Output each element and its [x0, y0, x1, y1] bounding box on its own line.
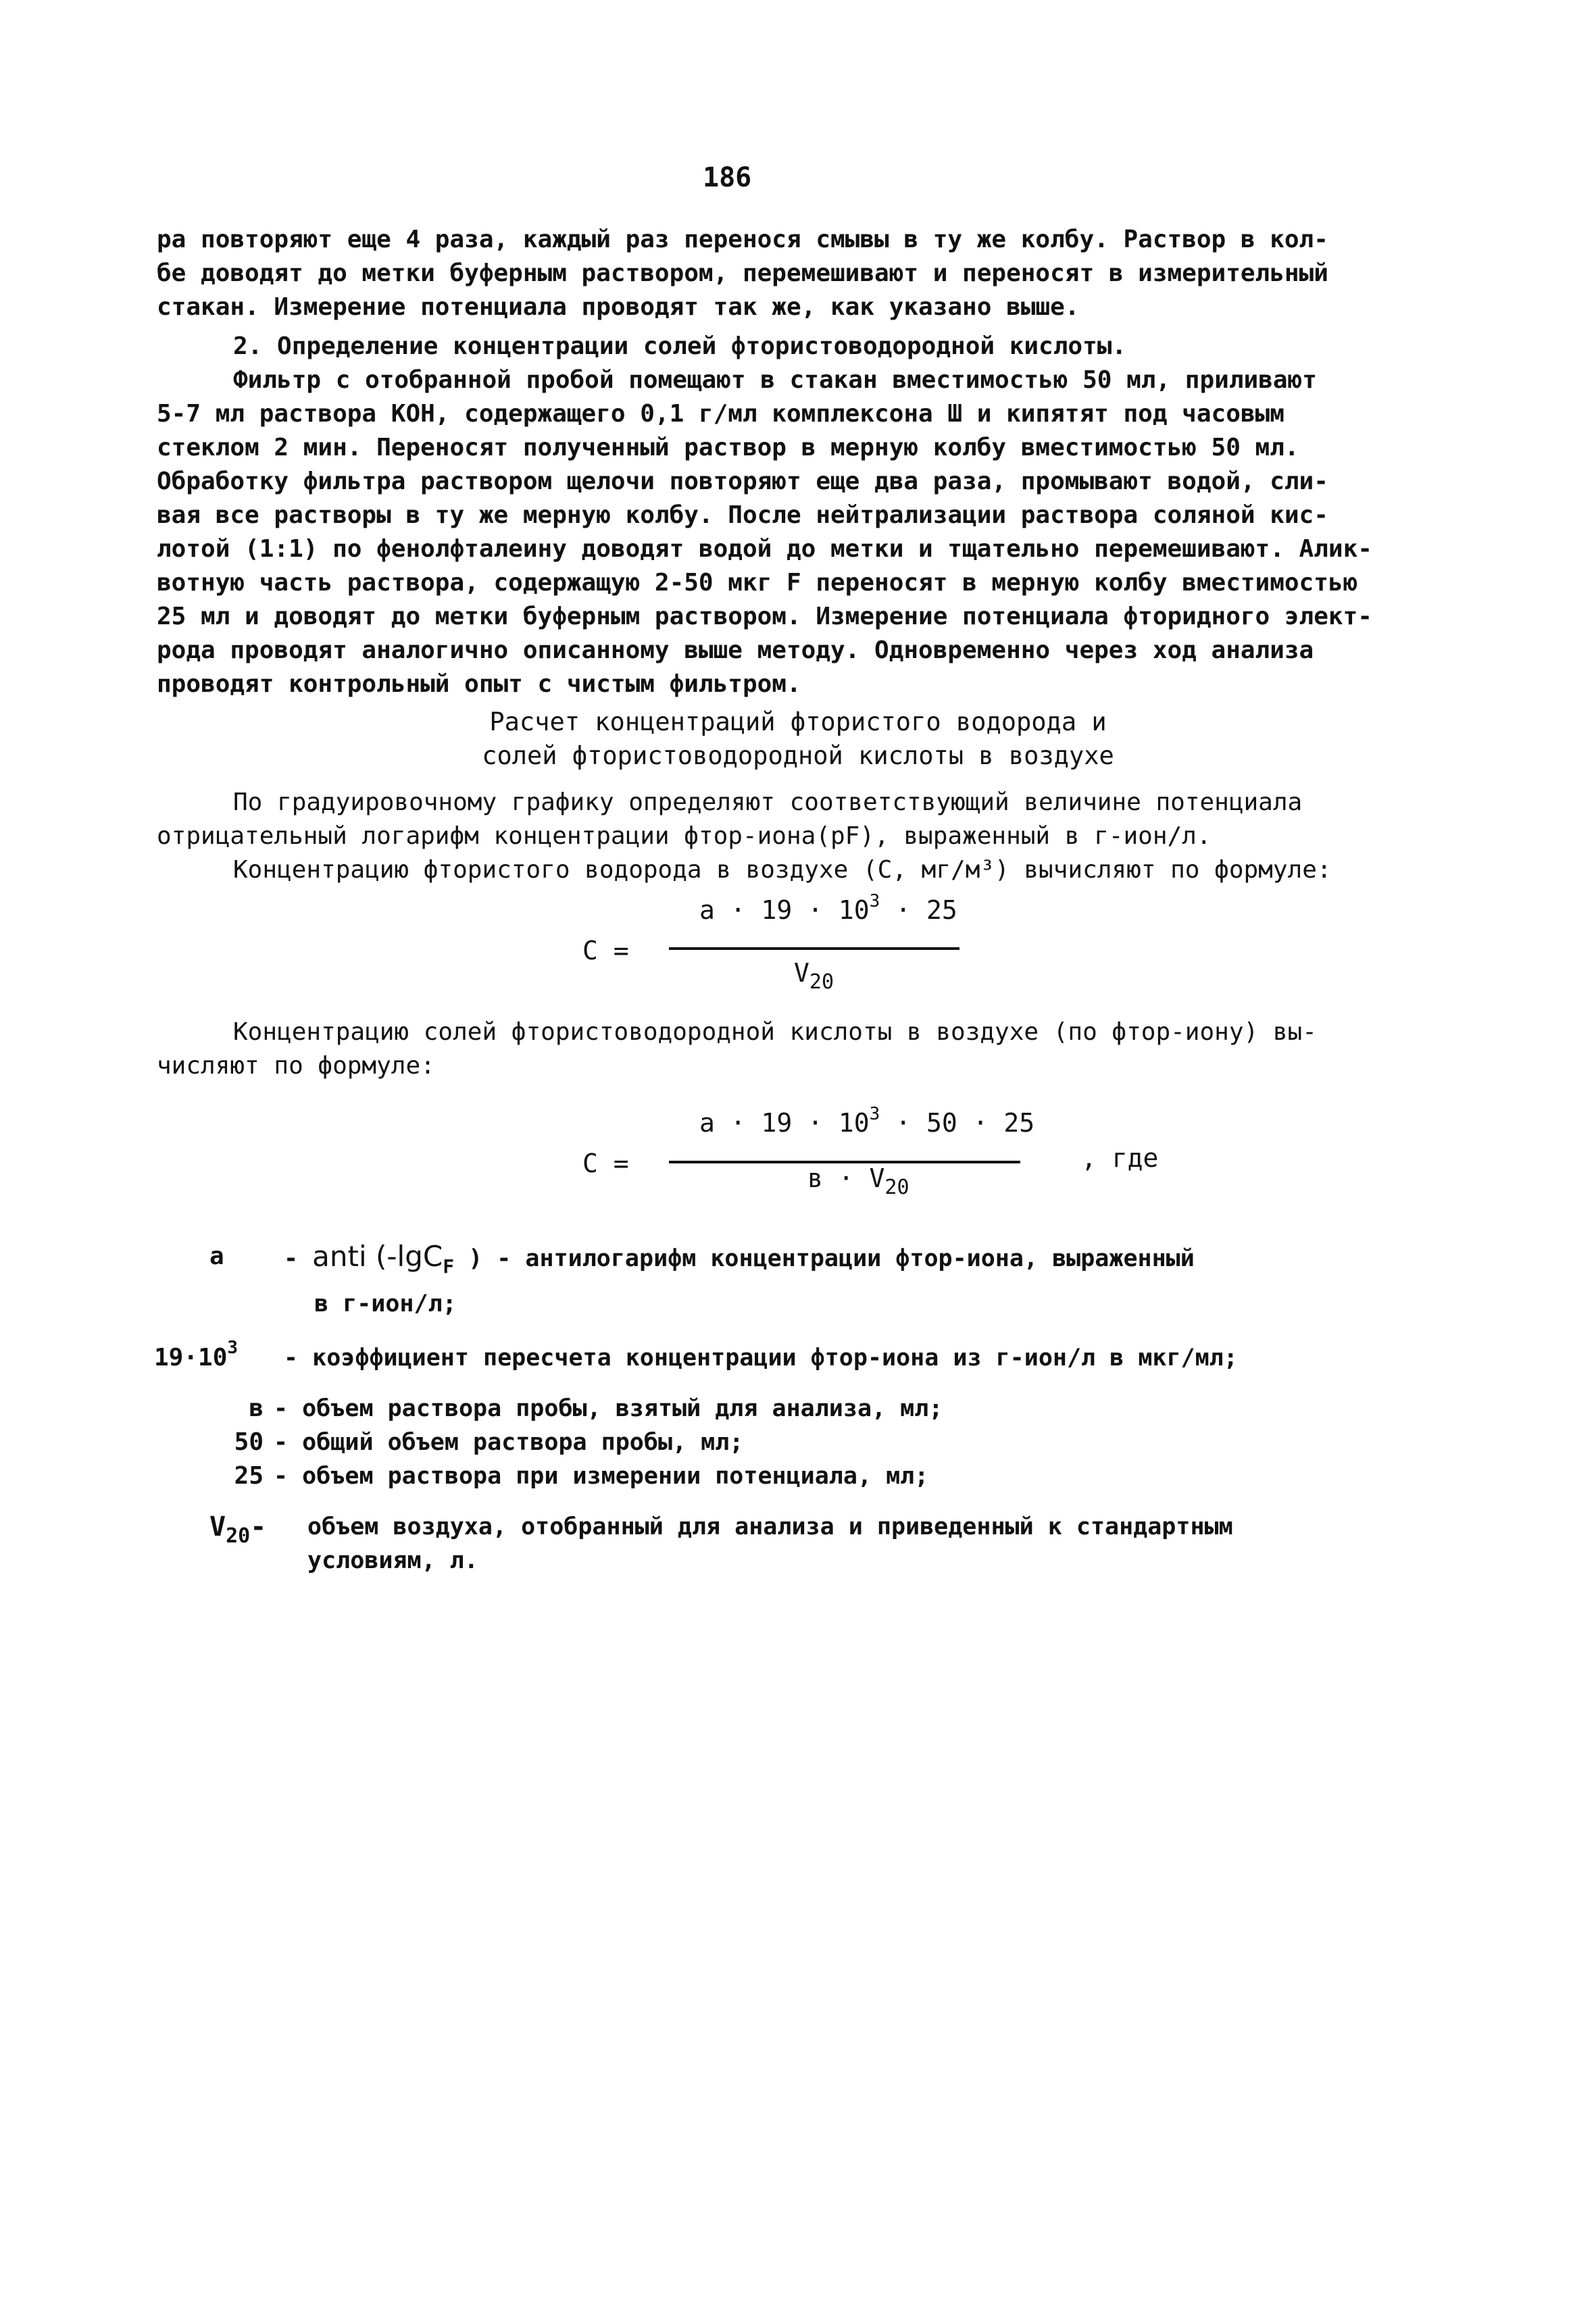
paragraph-1-line-2: бе доводят до метки буферным раствором, перемешивают и переносят в измерительный — [157, 259, 1328, 287]
paragraph-3-line-1: По градуировочному графику определяют соответствующий величине потенциала — [233, 788, 1303, 816]
definition-text-coefficient: - коэффициент пересчета концентрации фтор-иона из г-ион/л в мкг/мл; — [284, 1344, 1238, 1372]
paragraph-2-line-6: лотой (1:1) по фенолфталеину доводят водой до метки и тщательно перемешивают. Алик- — [157, 535, 1372, 563]
definition-text-v: - объем раствора пробы, взятый для анализа, мл; — [274, 1395, 943, 1422]
formula-2-lhs: С = — [582, 1149, 629, 1178]
calc-heading-line-2: солей фтористоводородной кислоты в воздухе — [482, 741, 1114, 770]
paragraph-2-line-3: стеклом 2 мин. Переносят полученный раствор в мерную колбу вместимостью 50 мл. — [157, 434, 1299, 461]
paragraph-3-line-2: отрицательный логарифм концентрации фтор-иона(pF), выраженный в г-ион/л. — [157, 822, 1212, 850]
paragraph-4-line-2: числяют по формуле: — [157, 1052, 435, 1080]
calc-heading-line-1: Расчет концентраций фтористого водорода и — [489, 707, 1107, 736]
formula-1-denominator: $V_{20}$ — [794, 958, 834, 994]
paragraph-2-line-5: вая все растворы в ту же мерную колбу. После нейтрализации раствора соляной кис- — [157, 501, 1328, 529]
definition-text-25: - объем раствора при измерении потенциала, мл; — [274, 1463, 929, 1490]
definition-symbol-v20: $V_{20}-$ — [209, 1511, 267, 1548]
section-2-heading: 2. Определение концентрации солей фтористоводородной кислоты. — [233, 332, 1127, 360]
paragraph-2-line-8: 25 мл и доводят до метки буферным раствором. Измерение потенциала фторидного элект- — [157, 603, 1372, 630]
definition-symbol-50: 50 — [234, 1428, 264, 1456]
paragraph-2-line-7: вотную часть раствора, содержащую 2-50 мкг F переносят в мерную колбу вместимостью — [157, 569, 1358, 597]
page-number: 186 — [703, 162, 752, 193]
formula-2-suffix: , где — [1081, 1143, 1159, 1173]
paragraph-3-line-3: Концентрацию фтористого водорода в воздухе (С, мг/м³) вычисляют по формуле: — [233, 856, 1332, 884]
paragraph-2-line-2: 5-7 мл раствора КОН, содержащего 0,1 г/мл комплексона Ш и кипятят под часовым — [157, 400, 1285, 428]
definition-text-v20: объем воздуха, отобранный для анализа и приведенный к стандартным — [307, 1513, 1233, 1540]
paragraph-2-line-4: Обработку фильтра раствором щелочи повторяют еще два раза, промывают водой, сли- — [157, 468, 1328, 495]
definition-text-v20-cont: условиям, л. — [307, 1547, 478, 1574]
definition-symbol-coefficient: $19\cdot 10^3$ — [154, 1338, 239, 1372]
paragraph-2-line-1: Фильтр с отобранной пробой помещают в стакан вместимостью 50 мл, приливают — [233, 366, 1317, 394]
formula-1-numerator: $а \cdot 19 \cdot 10^3 \cdot 25$ — [699, 891, 957, 925]
paragraph-4-line-1: Концентрацию солей фтористоводородной кислоты в воздухе (по фтор-иону) вы- — [233, 1018, 1317, 1046]
definition-text-a: - anti (-lgC$_F$ ) - антилогарифм концентрации фтор-иона, выраженный — [284, 1240, 1195, 1278]
formula-1-fraction-bar — [669, 947, 959, 950]
paragraph-1-line-3: стакан. Измерение потенциала проводят так же, как указано выше. — [157, 293, 1080, 321]
definition-symbol-v: в — [249, 1394, 264, 1422]
definition-text-a-cont: в г-ион/л; — [314, 1290, 457, 1317]
formula-2-denominator: $в \cdot V_{20}$ — [807, 1163, 909, 1199]
definition-symbol-a: а — [209, 1242, 224, 1270]
definition-text-50: - общий объем раствора пробы, мл; — [274, 1429, 744, 1456]
definition-symbol-25: 25 — [234, 1462, 264, 1490]
paragraph-2-line-10: проводят контрольный опыт с чистым фильтром. — [157, 670, 801, 698]
formula-2-numerator: $а \cdot 19 \cdot 10^3 \cdot 50 \cdot 25$ — [699, 1104, 1035, 1138]
formula-1-lhs: С = — [582, 936, 629, 965]
paragraph-1-line-1: ра повторяют еще 4 раза, каждый раз перенося смывы в ту же колбу. Раствор в кол- — [157, 226, 1328, 253]
paragraph-2-line-9: рода проводят аналогично описанному выше методу. Одновременно через ход анализа — [157, 636, 1314, 664]
